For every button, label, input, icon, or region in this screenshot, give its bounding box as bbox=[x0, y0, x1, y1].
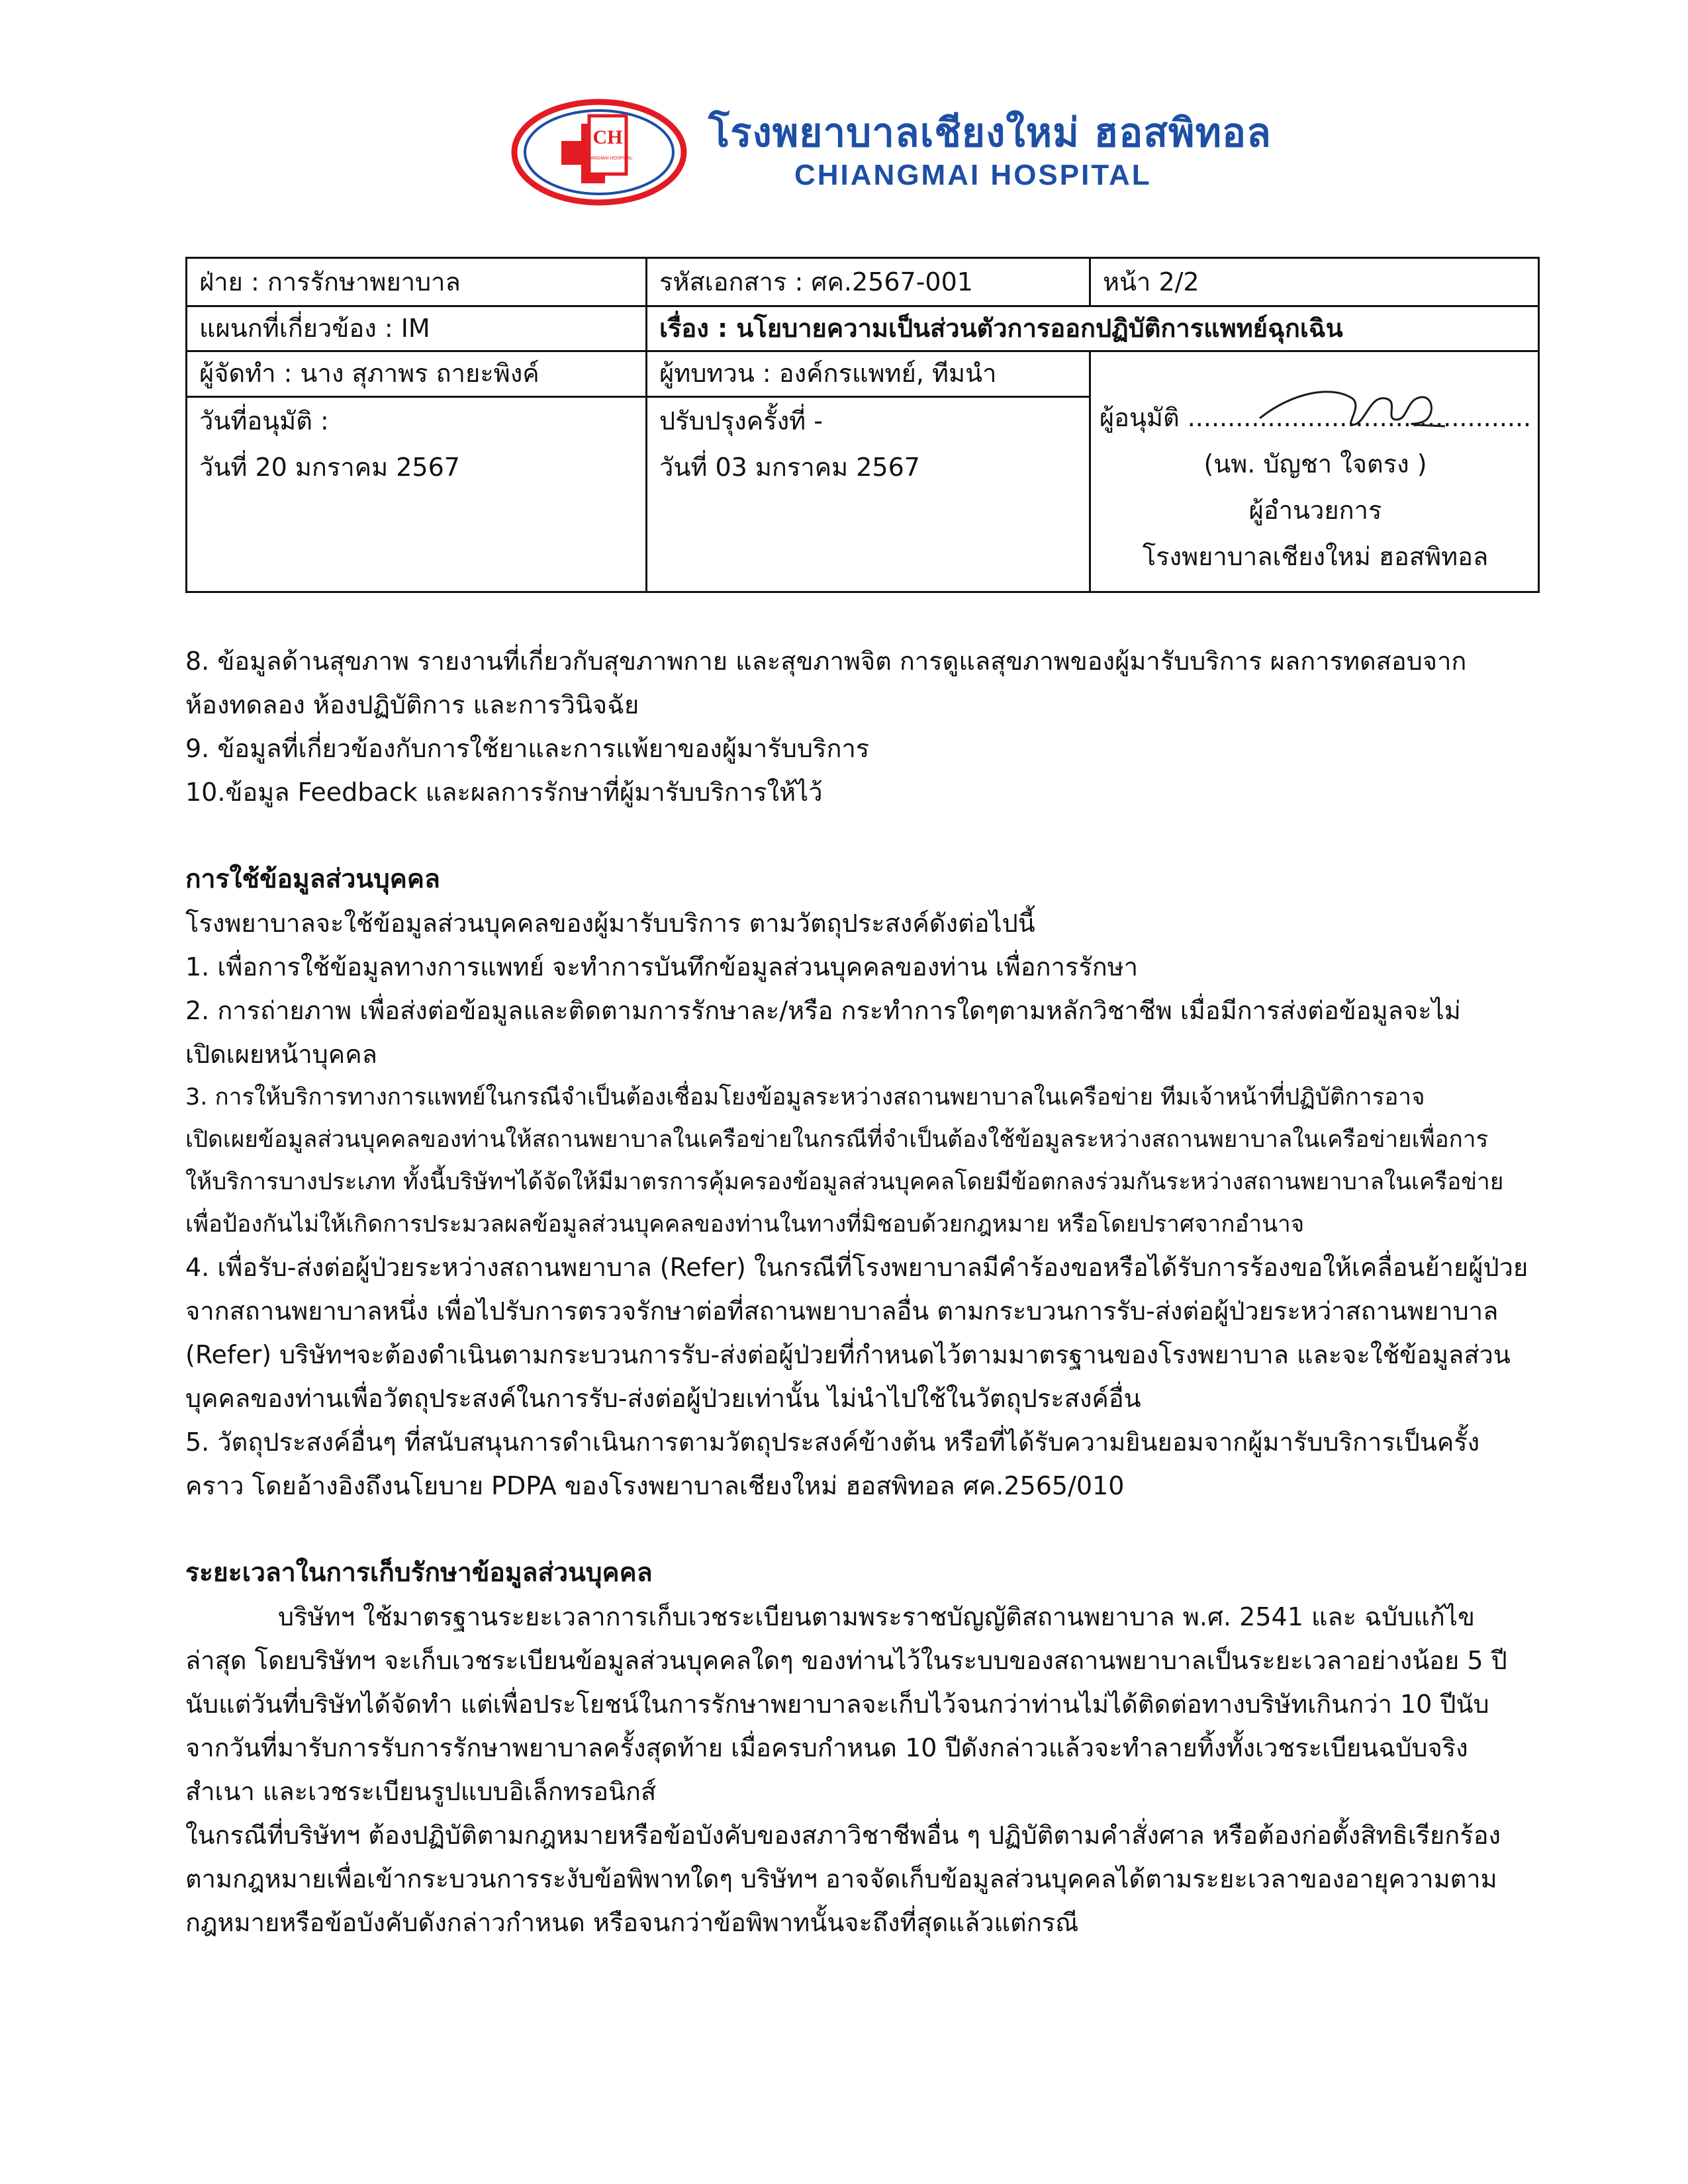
reviewed-by-cell: ผู้ทบทวน : องค์กรแพทย์, ทีมนำ bbox=[659, 359, 997, 388]
retention-line-5: สำเนา และเวชระเบียนรูปแบบอิเล็กทรอนิกส์ bbox=[185, 1777, 657, 1806]
item-10: 10.ข้อมูล Feedback และผลการรักษาที่ผู้มารับบริการให้ไว้ bbox=[185, 778, 823, 807]
hospital-logo bbox=[510, 96, 1272, 208]
use-item-3-line-3: ให้บริการบางประเภท ทั้งนี้บริษัทฯได้จัดให้มีมาตรการคุ้มครองข้อมูลส่วนบุคคลโดยมีข้อตกลงร่วมกันระหว่างสถานพยาบาลในเครือข่าย bbox=[185, 1169, 1504, 1195]
approved-date: วันที่ 20 มกราคม 2567 bbox=[199, 453, 460, 482]
use-item-2-line-2: เปิดเผยหน้าบุคคล bbox=[185, 1040, 377, 1069]
brand-name-english: CHIANGMAI HOSPITAL bbox=[794, 159, 1152, 191]
use-item-2-line-1: 2. การถ่ายภาพ เพื่อส่งต่อข้อมูลและติดตามการรักษาละ/หรือ กระทำการใดๆตามหลักวิชาชีพ เมื่อมีการส่งต่อข้อมูลจะไม่ bbox=[185, 996, 1461, 1025]
item-9: 9. ข้อมูลที่เกี่ยวข้องกับการใช้ยาและการแพ้ยาของผู้มารับบริการ bbox=[185, 734, 870, 763]
approver-title: ผู้อำนวยการ bbox=[1248, 496, 1382, 525]
item-8-line-1: 8. ข้อมูลด้านสุขภาพ รายงานที่เกี่ยวกับสุขภาพกาย และสุขภาพจิต การดูแลสุขภาพของผู้มารับบริการ ผลการทดสอบจาก bbox=[185, 647, 1467, 676]
approver-label: ผู้อนุมัติ ........................................... bbox=[1099, 403, 1532, 432]
use-item-5-line-1: 5. วัตถุประสงค์อื่นๆ ที่สนับสนุนการดำเนินการตามวัตถุประสงค์ข้างต้น หรือที่ได้รับความยินยอมจากผู้มารับบริการเป็นครั้ง bbox=[185, 1428, 1480, 1457]
approved-date-label: วันที่อนุมัติ : bbox=[199, 406, 329, 435]
retention-2-line-1: ในกรณีที่บริษัทฯ ต้องปฏิบัติตามกฎหมายหรือข้อบังคับของสภาวิชาชีพอื่น ๆ ปฏิบัติตามคำสั่งศาล หรือต้องก่อตั้งสิทธิเรียกร้อง bbox=[185, 1821, 1501, 1850]
use-item-4-line-4: บุคคลของท่านเพื่อวัตถุประสงค์ในการรับ-ส่งต่อผู้ป่วยเท่านั้น ไม่นำไปใช้ในวัตถุประสงค์อื่น bbox=[185, 1384, 1141, 1413]
use-item-3-line-1: 3. การให้บริการทางการแพทย์ในกรณีจำเป็นต้องเชื่อมโยงข้อมูลระหว่างสถานพยาบาลในเครือข่าย ทีมเจ้าหน้าที่ปฏิบัติการอาจ bbox=[185, 1084, 1425, 1111]
related-unit-cell: แผนกที่เกี่ยวข้อง : IM bbox=[199, 314, 430, 343]
signature-icon bbox=[1253, 379, 1452, 438]
document-info-table bbox=[185, 257, 1540, 593]
retention-line-2: ล่าสุด โดยบริษัทฯ จะเก็บเวชระเบียนข้อมูลส่วนบุคคลใดๆ ของท่านไว้ในระบบของสถานพยาบาลเป็นระยะเวลาอย่างน้อย 5 ปี bbox=[185, 1646, 1507, 1675]
use-item-3-line-4: เพื่อป้องกันไม่ให้เกิดการประมวลผลข้อมูลส่วนบุคคลของท่านในทางที่มิชอบด้วยกฎหมาย หรือโดยปราศจากอำนาจ bbox=[185, 1211, 1305, 1238]
hospital-emblem-icon bbox=[510, 96, 688, 208]
brand-name-thai: โรงพยาบาลเชียงใหม่ ฮอสพิทอล bbox=[708, 110, 1272, 156]
approver-name: (นพ. บัญชา ใจตรง ) bbox=[1203, 449, 1427, 478]
emblem-subtext: CHIANGMAI HOSPITAL bbox=[583, 156, 633, 161]
use-heading: การใช้ข้อมูลส่วนบุคคล bbox=[185, 864, 440, 894]
revision-label: ปรับปรุงครั้งที่ - bbox=[659, 406, 823, 435]
use-item-3-line-2: เปิดเผยข้อมูลส่วนบุคคลของท่านให้สถานพยาบาลในเครือข่ายในกรณีที่จำเป็นต้องใช้ข้อมูลระหว่างสถานพยาบาลในเครือข่ายเพื่อการ bbox=[185, 1126, 1489, 1153]
emblem-text: CH bbox=[592, 126, 623, 148]
retention-heading: ระยะเวลาในการเก็บรักษาข้อมูลส่วนบุคคล bbox=[185, 1558, 653, 1588]
retention-2-line-3: กฎหมายหรือข้อบังคับดังกล่าวกำหนด หรือจนกว่าข้อพิพาทนั้นจะถึงที่สุดแล้วแต่กรณี bbox=[185, 1908, 1079, 1937]
use-item-1: 1. เพื่อการใช้ข้อมูลทางการแพทย์ จะทำการบันทึกข้อมูลส่วนบุคคลของท่าน เพื่อการรักษา bbox=[185, 952, 1139, 981]
use-item-5-line-2: คราว โดยอ้างอิงถึงนโยบาย PDPA ของโรงพยาบาลเชียงใหม่ ฮอสพิทอล ศค.2565/010 bbox=[185, 1471, 1125, 1500]
retention-line-1: บริษัทฯ ใช้มาตรฐานระยะเวลาการเก็บเวชระเบียนตามพระราชบัญญัติสถานพยาบาล พ.ศ. 2541 และ ฉบับแก้ไข bbox=[278, 1602, 1475, 1631]
document-body bbox=[185, 639, 1556, 1944]
approver-block bbox=[1089, 394, 1542, 580]
approver-organization: โรงพยาบาลเชียงใหม่ ฮอสพิทอล bbox=[1142, 542, 1489, 571]
document-code-cell: รหัสเอกสาร : ศค.2567-001 bbox=[659, 267, 973, 296]
subject-cell: เรื่อง : นโยบายความเป็นส่วนตัวการออกปฏิบัติการแพทย์ฉุกเฉิน bbox=[659, 314, 1343, 343]
page-number-cell: หน้า 2/2 bbox=[1103, 267, 1199, 296]
department-cell: ฝ่าย : การรักษาพยาบาล bbox=[199, 267, 461, 296]
retention-line-3: นับแต่วันที่บริษัทได้จัดทำ แต่เพื่อประโยชน์ในการรักษาพยาบาลจะเก็บไว้จนกว่าท่านไม่ได้ติดต่อทางบริษัทเกินกว่า 10 ปีนับ bbox=[185, 1690, 1489, 1719]
item-8-line-2: ห้องทดลอง ห้องปฏิบัติการ และการวินิจฉัย bbox=[185, 690, 639, 719]
prepared-by-cell: ผู้จัดทำ : นาง สุภาพร ถายะพิงค์ bbox=[199, 359, 539, 388]
use-item-4-line-1: 4. เพื่อรับ-ส่งต่อผู้ป่วยระหว่างสถานพยาบาล (Refer) ในกรณีที่โรงพยาบาลมีคำร้องขอหรือได้รับการร้องขอให้เคลื่อนย้ายผู้ป่วย bbox=[185, 1253, 1528, 1282]
revision-date: วันที่ 03 มกราคม 2567 bbox=[659, 453, 920, 482]
retention-line-4: จากวันที่มารับการรับการรักษาพยาบาลครั้งสุดท้าย เมื่อครบกำหนด 10 ปีดังกล่าวแล้วจะทำลายทิ้งทั้งเวชระเบียนฉบับจริง bbox=[185, 1733, 1468, 1762]
use-item-4-line-3: (Refer) บริษัทฯจะต้องดำเนินตามกระบวนการรับ-ส่งต่อผู้ป่วยที่กำหนดไว้ตามมาตรฐานของโรงพยาบาล และจะใช้ข้อมูลส่วน bbox=[185, 1340, 1511, 1369]
use-intro: โรงพยาบาลจะใช้ข้อมูลส่วนบุคคลของผู้มารับบริการ ตามวัตถุประสงค์ดังต่อไปนี้ bbox=[185, 909, 1035, 938]
retention-2-line-2: ตามกฎหมายเพื่อเข้ากระบวนการระงับข้อพิพาทใดๆ บริษัทฯ อาจจัดเก็บข้อมูลส่วนบุคคลได้ตามระยะเวลาของอายุความตาม bbox=[185, 1864, 1497, 1893]
use-item-4-line-2: จากสถานพยาบาลหนึ่ง เพื่อไปรับการตรวจรักษาต่อที่สถานพยาบาลอื่น ตามกระบวนการรับ-ส่งต่อผู้ป่วยระหว่าสถานพยาบาล bbox=[185, 1297, 1499, 1326]
